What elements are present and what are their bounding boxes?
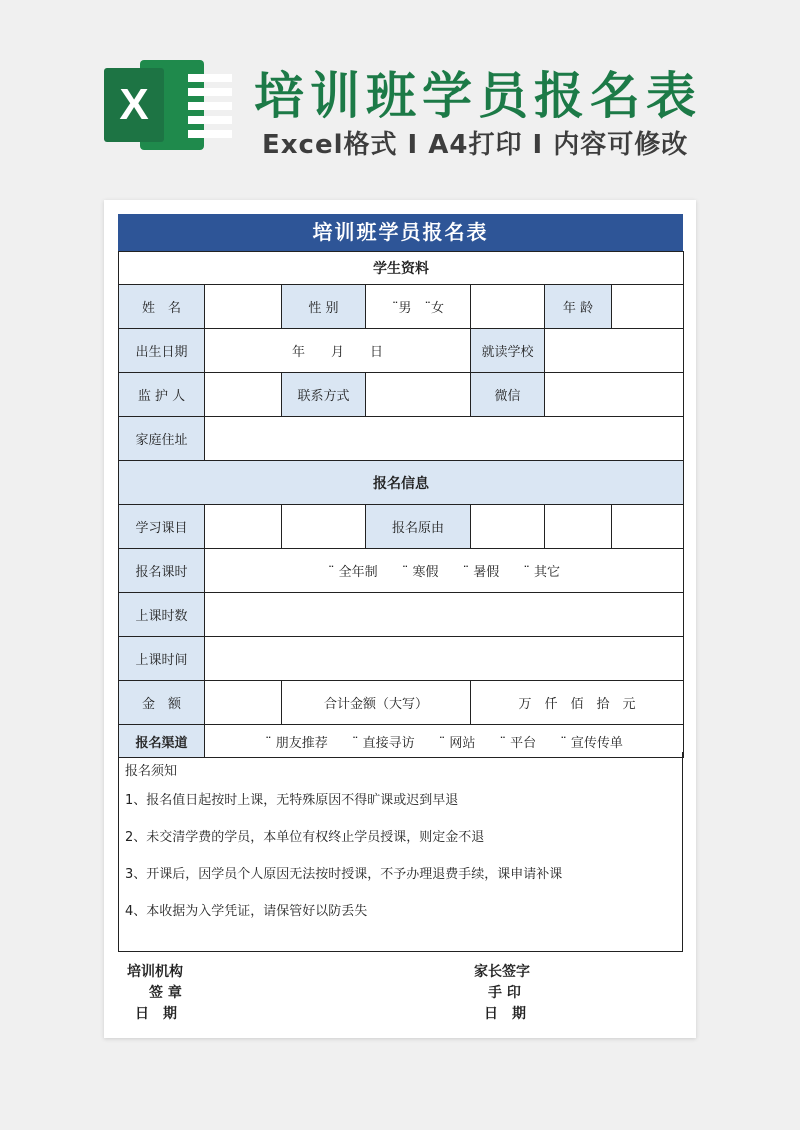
hours-label: 上课时数: [119, 593, 205, 637]
signature-line: 日 期: [135, 1006, 177, 1022]
school-field[interactable]: [545, 329, 684, 373]
gender-label: 性 别: [282, 285, 366, 329]
reason-field-3[interactable]: [612, 505, 684, 549]
reason-field-1[interactable]: [471, 505, 545, 549]
period-options: [205, 549, 684, 593]
amount-label: 金 额: [119, 681, 205, 725]
signature-parent: [474, 962, 530, 1025]
notes-item: 3、开课后，因学员个人原因无法按时授课，不予办理退费手续，课申请补课: [125, 867, 563, 882]
age-field[interactable]: [612, 285, 684, 329]
notes-heading: 报名须知: [125, 764, 178, 779]
contact-label: 联系方式: [282, 373, 366, 417]
period-option-winter[interactable]: ¨ 寒假: [401, 565, 439, 580]
excel-logo-letter: X: [104, 68, 164, 142]
header-banner: [0, 0, 800, 190]
signature-line: 日 期: [484, 1006, 526, 1022]
reason-field-2[interactable]: [545, 505, 612, 549]
course-field-1[interactable]: [205, 505, 282, 549]
school-label: 就读学校: [471, 329, 545, 373]
channel-option-flyer[interactable]: ¨ 宣传传单: [560, 735, 623, 751]
guardian-field[interactable]: [205, 373, 282, 417]
channel-option-friend[interactable]: ¨ 朋友推荐: [265, 735, 328, 751]
form-title: 培训班学员报名表: [118, 214, 683, 251]
period-option-other[interactable]: ¨ 其它: [523, 565, 561, 580]
gender-options[interactable]: ¨男 ¨女: [366, 285, 471, 329]
name-field[interactable]: [205, 285, 282, 329]
hours-field[interactable]: [205, 593, 684, 637]
page-subtitle: Excel格式 I A4打印 I 内容可修改: [262, 130, 689, 160]
reason-label: 报名原由: [366, 505, 471, 549]
channel-option-website[interactable]: ¨ 网站: [438, 735, 476, 751]
total-amount-units[interactable]: 万 仟 佰 拾 元: [471, 681, 684, 725]
excel-icon: [104, 60, 204, 150]
registration-table: [118, 251, 684, 758]
course-field-2[interactable]: [282, 505, 366, 549]
wechat-field[interactable]: [545, 373, 684, 417]
time-field[interactable]: [205, 637, 684, 681]
notes-item: 1、报名值日起按时上课，无特殊原因不得旷课或迟到早退: [125, 793, 459, 808]
contact-field[interactable]: [366, 373, 471, 417]
signature-institution: [127, 962, 183, 1025]
course-label: 学习课目: [119, 505, 205, 549]
address-label: 家庭住址: [119, 417, 205, 461]
notes-box: [118, 752, 683, 952]
age-label: 年 龄: [545, 285, 612, 329]
signature-line: 培训机构: [127, 964, 183, 980]
period-label: 报名课时: [119, 549, 205, 593]
time-label: 上课时间: [119, 637, 205, 681]
signature-line: 手 印: [488, 985, 521, 1001]
page-title: 培训班学员报名表: [254, 67, 702, 125]
birth-date-label: 出生日期: [119, 329, 205, 373]
birth-date-field[interactable]: 年 月 日: [205, 329, 471, 373]
channel-option-platform[interactable]: ¨ 平台: [499, 735, 537, 751]
notes-item: 4、本收据为入学凭证，请保管好以防丢失: [125, 904, 368, 919]
section-signup-info: 报名信息: [119, 461, 684, 505]
amount-field[interactable]: [205, 681, 282, 725]
name-label: 姓 名: [119, 285, 205, 329]
period-option-summer[interactable]: ¨ 暑假: [462, 565, 500, 580]
address-field[interactable]: [205, 417, 684, 461]
period-option-fullyear[interactable]: ¨ 全年制: [328, 565, 378, 580]
guardian-label: 监 护 人: [119, 373, 205, 417]
notes-item: 2、未交清学费的学员，本单位有权终止学员授课，则定金不退: [125, 830, 485, 845]
signature-line: 签 章: [149, 985, 182, 1001]
signature-line: 家长签字: [474, 964, 530, 980]
gender-extra-field[interactable]: [471, 285, 545, 329]
channel-option-visit[interactable]: ¨ 直接寻访: [351, 735, 415, 751]
wechat-label: 微信: [471, 373, 545, 417]
form-paper: [104, 200, 696, 1038]
section-student-info: 学生资料: [119, 252, 684, 285]
total-amount-label: 合计金额（大写）: [282, 681, 471, 725]
channel-label: 报名渠道: [119, 725, 205, 758]
